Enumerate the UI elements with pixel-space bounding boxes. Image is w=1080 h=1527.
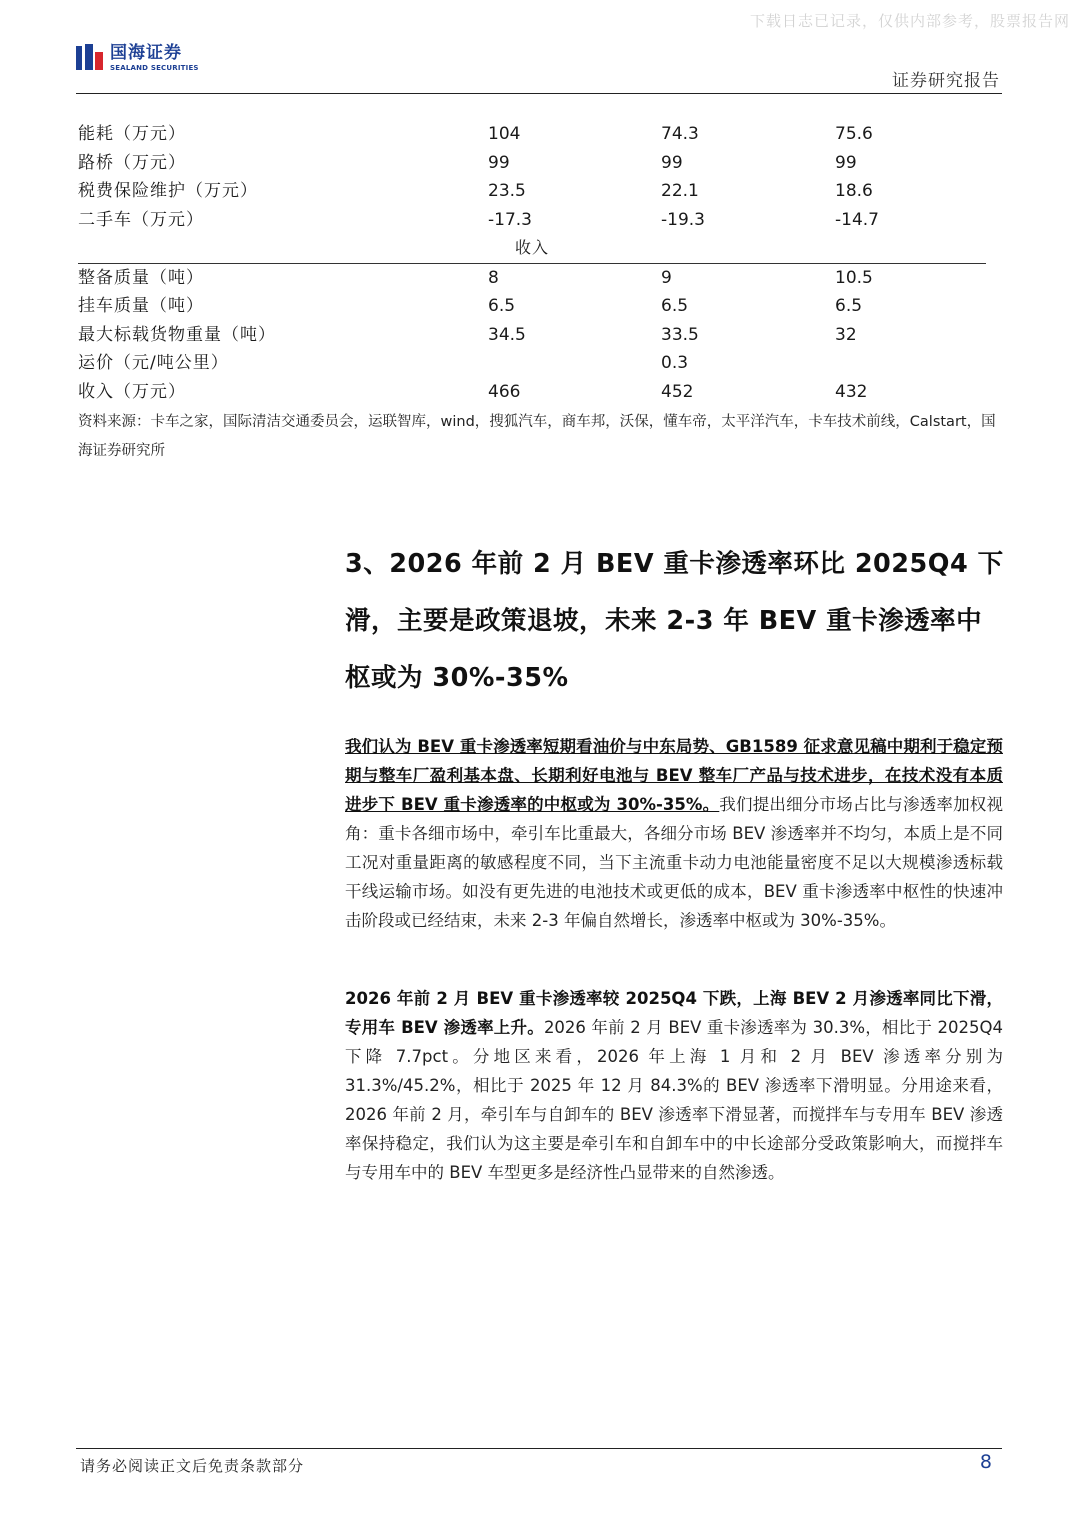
row-label: 税费保险维护（万元） [78, 181, 258, 201]
cell: 18.6 [835, 181, 873, 201]
cell: 6.5 [661, 296, 689, 316]
section-heading: 3、2026 年前 2 月 BEV 重卡渗透率环比 2025Q4 下滑，主要是政策退坡，未来 2-3 年 BEV 重卡渗透率中枢或为 30%-35% [345, 549, 1004, 693]
cell: -14.7 [835, 209, 879, 230]
cell [835, 349, 995, 378]
page-number: 8 [979, 1451, 992, 1473]
cell: 9 [661, 267, 672, 288]
cell: 34.5 [488, 324, 526, 345]
cell: 33.5 [661, 324, 699, 345]
cell: 99 [488, 152, 510, 173]
cell: 75.6 [835, 124, 873, 144]
cell: 8 [488, 267, 499, 288]
cost-income-table [78, 120, 998, 406]
cell: 104 [488, 124, 521, 144]
row-label: 能耗（万元） [78, 124, 186, 144]
cell: 466 [488, 381, 521, 402]
table-row [78, 264, 998, 293]
cell: -19.3 [661, 209, 705, 230]
cell: 6.5 [488, 296, 516, 316]
cell: 10.5 [835, 267, 873, 288]
cell: 22.1 [661, 181, 699, 201]
paragraph-emphasis: 我们认为 BEV 重卡渗透率短期看油价与中东局势、GB1589 征求意见稿中期利于稳定预期与整车厂盈利基本盘、长期利好电池与 BEV 整车厂产品与技术进步，在技术没有本质进步下 BEV 重卡渗透率的中枢或为 30%-35%。 [345, 737, 1003, 814]
cell: 32 [835, 324, 857, 345]
logo-icon [76, 44, 104, 72]
table-row [78, 292, 998, 321]
row-label: 二手车（万元） [78, 209, 204, 230]
cell [488, 349, 661, 378]
logo-name-en: SEALAND SECURITIES [110, 63, 199, 72]
row-label: 最大标载货物重量（吨） [78, 324, 276, 345]
company-logo [76, 44, 199, 72]
footer-disclaimer: 请务必阅读正文后免责条款部分 [80, 1457, 305, 1475]
cell: 99 [835, 152, 857, 173]
paragraph-data [345, 984, 1003, 1187]
watermark: 下载日志已记录，仅供内部参考，股票报告网 [749, 12, 1070, 30]
cell: 0.3 [661, 353, 689, 373]
table-row [78, 321, 998, 350]
cell: 74.3 [661, 124, 699, 144]
paragraph-emphasis: 2026 年前 2 月 BEV 重卡渗透率较 2025Q4 下跌，上海 BEV 2 月渗透率同比下滑，专用车 BEV 渗透率上升。 [345, 989, 1003, 1037]
row-label: 收入（万元） [78, 381, 186, 402]
footer-divider [76, 1448, 1002, 1449]
table-row [78, 177, 998, 206]
table-row [78, 149, 998, 178]
row-label: 运价（元/吨公里） [78, 353, 229, 373]
cell: 99 [661, 152, 683, 173]
cell: 452 [661, 381, 694, 402]
row-label: 路桥（万元） [78, 152, 186, 173]
cell: -17.3 [488, 209, 532, 230]
row-label: 整备质量（吨） [78, 267, 204, 288]
paragraph-body: 我们提出细分市场占比与渗透率加权视角：重卡各细市场中，牵引车比重最大，各细分市场 BEV 渗透率并不均匀，本质上是不同工况对重量距离的敏感程度不同，当下主流重卡动力电池能量密度不足以大规模渗透标载干线运输市场。如没有更先进的电池技术或更低的成本，BEV 重卡渗透率中枢性的快速冲击阶段或已经结束，未来 2-3 年偏自然增长，渗透率中枢或为 30%-35%。 [345, 795, 1004, 930]
logo-name-cn: 国海证券 [110, 42, 182, 63]
paragraph-view [345, 732, 1003, 935]
cell: 6.5 [835, 296, 863, 316]
cell: 23.5 [488, 181, 526, 201]
table-section-header: 收入 [78, 234, 986, 264]
row-label: 挂车质量（吨） [78, 296, 204, 316]
table-row [78, 120, 998, 149]
paragraph-body: 2026 年前 2 月 BEV 重卡渗透率为 30.3%，相比于 2025Q4 下降 7.7pct。分地区来看，2026 年上海 1 月和 2 月 BEV 渗透率分别为 31.3%/45.2%，相比于 2025 年 12 月 84.3%的 BEV 渗透率下滑明显。分用途来看，2026 年前 2 月，牵引车与自卸车的 BEV 渗透率下滑显著，而搅拌车与专用车 BEV 渗透率保持稳定，我们认为这主要是牵引车和自卸车中的中长途部分受政策影响大，而搅拌车与专用车中的 BEV 车型更多是经济性凸显带来的自然渗透。 [345, 1018, 1003, 1182]
table-source-note: 资料来源：卡车之家，国际清洁交通委员会，运联智库，wind，搜狐汽车，商车邦，沃保，懂车帝，太平洋汽车，卡车技术前线，Calstart，国海证券研究所 [78, 414, 996, 459]
cell: 432 [835, 381, 868, 402]
table-row [78, 349, 998, 378]
document-type: 证券研究报告 [892, 71, 1000, 91]
table-row [78, 378, 998, 407]
table-row [78, 206, 998, 235]
header-divider [76, 93, 1002, 94]
